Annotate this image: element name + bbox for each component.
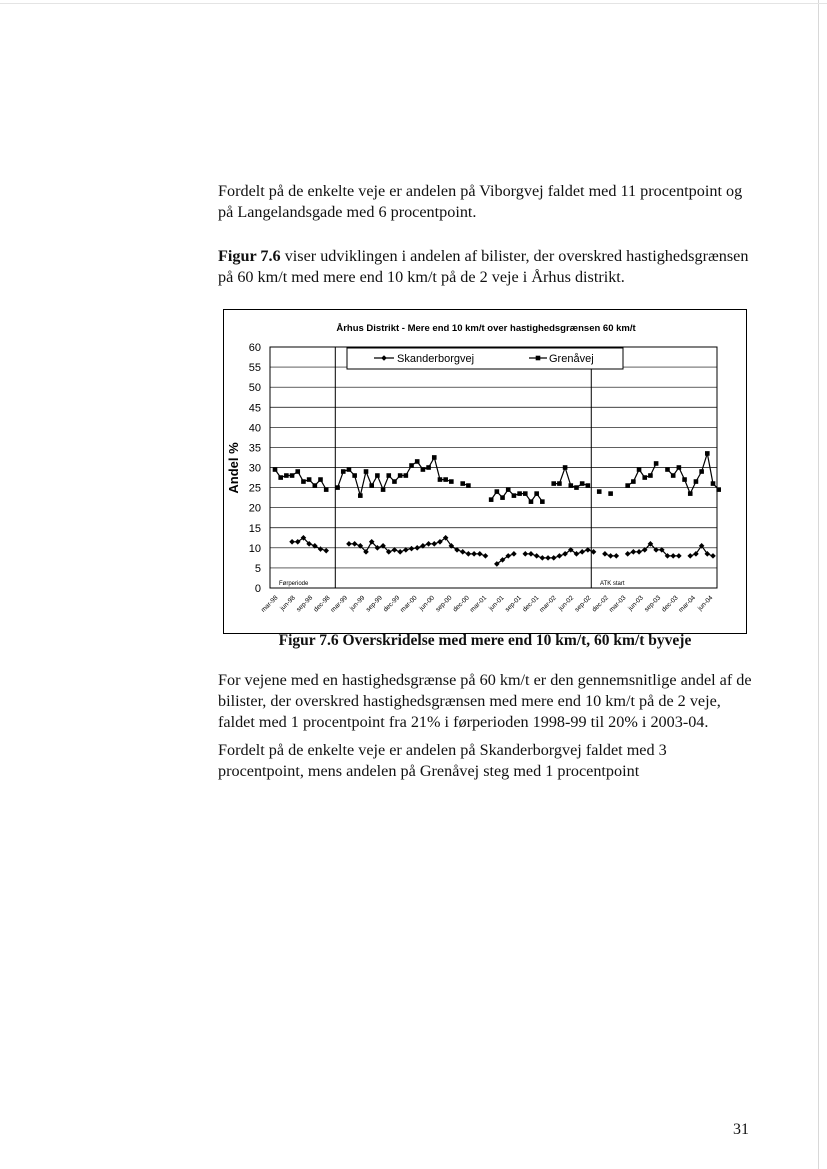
series-line-skanderborgvej bbox=[497, 554, 514, 564]
data-point-skanderborgvej bbox=[687, 553, 693, 559]
data-point-grenaavej bbox=[671, 473, 676, 478]
y-tick-label: 25 bbox=[248, 482, 261, 495]
data-point-grenaavej bbox=[694, 479, 699, 484]
data-point-grenaavej bbox=[352, 473, 357, 478]
data-point-grenaavej bbox=[705, 451, 710, 456]
x-tick-label: dec-01 bbox=[521, 594, 541, 614]
data-point-skanderborgvej bbox=[414, 545, 420, 551]
data-point-grenaavej bbox=[648, 473, 653, 478]
data-point-skanderborgvej bbox=[289, 539, 295, 545]
data-point-grenaavej bbox=[495, 489, 500, 494]
data-point-grenaavej bbox=[631, 479, 636, 484]
data-point-grenaavej bbox=[301, 479, 306, 484]
data-point-skanderborgvej bbox=[551, 555, 557, 561]
data-point-grenaavej bbox=[625, 483, 630, 488]
x-tick-label: jun-01 bbox=[487, 594, 506, 613]
data-point-grenaavej bbox=[443, 477, 448, 482]
x-tick-label: sep-98 bbox=[295, 594, 315, 614]
x-tick-label: dec-99 bbox=[382, 594, 402, 614]
data-point-grenaavej bbox=[324, 487, 329, 492]
data-point-skanderborgvej bbox=[323, 548, 329, 554]
y-axis-title: Andel % bbox=[226, 442, 241, 494]
y-tick-label: 10 bbox=[248, 542, 261, 555]
legend-label-skanderborgvej: Skanderborgvej bbox=[397, 353, 475, 365]
data-point-grenaavej bbox=[358, 493, 363, 498]
data-point-grenaavej bbox=[586, 483, 591, 488]
paragraph-4: Fordelt på de enkelte veje er andelen på Skanderborgvej faldet med 3 procentpoint, mens andelen på Grenåvej steg med 1 procentpoint bbox=[218, 741, 667, 780]
data-point-grenaavej bbox=[432, 455, 437, 460]
data-point-grenaavej bbox=[313, 483, 318, 488]
data-point-grenaavej bbox=[290, 473, 295, 478]
x-tick-label: sep-99 bbox=[364, 594, 384, 614]
data-point-grenaavej bbox=[295, 469, 300, 474]
data-point-skanderborgvej bbox=[409, 546, 415, 552]
data-point-grenaavej bbox=[449, 479, 454, 484]
data-point-skanderborgvej bbox=[522, 551, 528, 557]
data-point-skanderborgvej bbox=[477, 551, 483, 557]
data-point-grenaavej bbox=[386, 473, 391, 478]
data-point-grenaavej bbox=[512, 493, 517, 498]
data-point-grenaavej bbox=[682, 477, 687, 482]
figure-reference: Figur 7.6 bbox=[218, 247, 281, 265]
x-tick-label: sep-02 bbox=[573, 594, 593, 614]
data-point-grenaavej bbox=[654, 461, 659, 466]
page-number: 31 bbox=[733, 1121, 749, 1138]
data-point-grenaavej bbox=[466, 483, 471, 488]
data-point-skanderborgvej bbox=[613, 553, 619, 559]
x-tick-label: jun-04 bbox=[696, 594, 715, 613]
figure-frame bbox=[223, 309, 747, 634]
x-tick-label: sep-00 bbox=[434, 594, 454, 614]
y-tick-label: 55 bbox=[248, 362, 261, 375]
data-point-grenaavej bbox=[563, 465, 568, 470]
data-point-grenaavej bbox=[540, 499, 545, 504]
data-point-skanderborgvej bbox=[431, 541, 437, 547]
x-tick-label: dec-03 bbox=[660, 594, 680, 614]
data-point-grenaavej bbox=[677, 465, 682, 470]
data-point-grenaavej bbox=[404, 473, 409, 478]
data-point-grenaavej bbox=[597, 489, 602, 494]
data-point-grenaavej bbox=[517, 491, 522, 496]
data-point-skanderborgvej bbox=[318, 546, 324, 552]
data-point-grenaavej bbox=[409, 463, 414, 468]
annotation-label: ATK start bbox=[600, 581, 625, 587]
data-point-grenaavej bbox=[574, 485, 579, 490]
data-point-skanderborgvej bbox=[397, 549, 403, 555]
data-point-skanderborgvej bbox=[352, 541, 358, 547]
data-point-grenaavej bbox=[557, 481, 562, 486]
data-point-grenaavej bbox=[529, 499, 534, 504]
data-point-grenaavej bbox=[273, 467, 278, 472]
data-point-skanderborgvej bbox=[471, 551, 477, 557]
data-point-skanderborgvej bbox=[511, 551, 517, 557]
x-tick-label: dec-02 bbox=[591, 594, 611, 614]
x-tick-label: mar-04 bbox=[677, 594, 698, 614]
y-tick-label: 60 bbox=[248, 342, 261, 354]
paragraph-1: Fordelt på de enkelte veje er andelen på Viborgvej faldet med 11 procentpoint og på Langelandsgade med 6 procentpoint. bbox=[218, 182, 743, 221]
x-tick-label: sep-03 bbox=[643, 594, 663, 614]
data-point-grenaavej bbox=[580, 481, 585, 486]
data-point-grenaavej bbox=[398, 473, 403, 478]
data-point-skanderborgvej bbox=[625, 551, 631, 557]
data-point-grenaavej bbox=[341, 469, 346, 474]
data-point-skanderborgvej bbox=[602, 551, 608, 557]
data-point-skanderborgvej bbox=[460, 549, 466, 555]
data-point-grenaavej bbox=[534, 491, 539, 496]
x-tick-label: jun-99 bbox=[348, 594, 367, 613]
x-tick-label: dec-00 bbox=[451, 594, 471, 614]
data-point-grenaavej bbox=[637, 467, 642, 472]
y-tick-label: 40 bbox=[248, 422, 261, 435]
data-point-grenaavej bbox=[381, 487, 386, 492]
y-tick-label: 30 bbox=[248, 462, 261, 475]
y-tick-label: 5 bbox=[254, 562, 261, 575]
data-point-skanderborgvej bbox=[557, 553, 563, 559]
data-point-grenaavej bbox=[335, 485, 340, 490]
data-point-skanderborgvej bbox=[346, 541, 352, 547]
figure-caption: Figur 7.6 Overskridelse med mere end 10 km/t, 60 km/t byveje bbox=[278, 632, 692, 649]
data-point-grenaavej bbox=[347, 467, 352, 472]
data-point-grenaavej bbox=[489, 497, 494, 502]
data-point-grenaavej bbox=[551, 481, 556, 486]
line-chart bbox=[224, 310, 746, 633]
x-tick-label: jun-03 bbox=[627, 594, 645, 613]
y-tick-label: 45 bbox=[248, 402, 261, 415]
data-point-grenaavej bbox=[307, 477, 312, 482]
x-tick-label: mar-99 bbox=[329, 594, 350, 614]
data-point-skanderborgvej bbox=[631, 549, 637, 555]
data-point-grenaavej bbox=[642, 475, 647, 480]
y-tick-label: 50 bbox=[248, 382, 261, 395]
data-point-grenaavej bbox=[421, 467, 426, 472]
x-tick-label: mar-98 bbox=[259, 594, 280, 614]
data-point-grenaavej bbox=[392, 479, 397, 484]
legend-label-grenaavej: Grenåvej bbox=[549, 353, 594, 365]
x-tick-label: mar-01 bbox=[468, 594, 489, 614]
x-tick-label: jun-00 bbox=[418, 594, 437, 613]
paragraph-2 bbox=[218, 246, 754, 288]
data-point-grenaavej bbox=[699, 469, 704, 474]
data-point-grenaavej bbox=[278, 475, 283, 480]
x-tick-label: mar-02 bbox=[538, 594, 558, 614]
x-tick-label: jun-98 bbox=[279, 594, 297, 613]
data-point-grenaavej bbox=[375, 473, 380, 478]
paragraph-3: For vejene med en hastighedsgrænse på 60 km/t er den gennemsnitlige andel af de bilister, der overskred hastighedsgrænsen med mere end 10 km/t på de 2 veje, faldet med 1 procentpoint fra 21% i førperioden 1998-99 til 20% i 2003-04. bbox=[218, 671, 752, 731]
data-point-skanderborgvej bbox=[608, 553, 614, 559]
data-point-grenaavej bbox=[506, 487, 511, 492]
data-point-grenaavej bbox=[608, 491, 613, 496]
y-tick-label: 20 bbox=[248, 502, 261, 515]
annotation-label: Førperiode bbox=[279, 581, 309, 587]
data-point-grenaavej bbox=[318, 477, 323, 482]
data-point-grenaavej bbox=[523, 491, 528, 496]
data-point-skanderborgvej bbox=[528, 551, 534, 557]
y-tick-label: 0 bbox=[254, 583, 261, 595]
data-point-grenaavej bbox=[415, 459, 420, 464]
x-tick-label: jun-02 bbox=[557, 594, 576, 613]
data-point-grenaavej bbox=[369, 483, 374, 488]
x-tick-label: sep-01 bbox=[504, 594, 524, 614]
data-point-skanderborgvej bbox=[545, 555, 551, 561]
x-tick-label: mar-03 bbox=[607, 594, 628, 614]
data-point-grenaavej bbox=[688, 491, 693, 496]
data-point-grenaavej bbox=[568, 483, 573, 488]
top-edge-line bbox=[0, 3, 827, 4]
data-point-skanderborgvej bbox=[540, 555, 546, 561]
series-line-skanderborgvej bbox=[628, 544, 679, 556]
data-point-skanderborgvej bbox=[426, 541, 432, 547]
data-point-skanderborgvej bbox=[579, 549, 585, 555]
data-point-grenaavej bbox=[438, 477, 443, 482]
y-tick-label: 35 bbox=[248, 442, 261, 455]
data-point-skanderborgvej bbox=[466, 551, 472, 557]
legend-marker-grenaavej bbox=[536, 356, 541, 361]
data-point-skanderborgvej bbox=[483, 553, 489, 559]
data-point-skanderborgvej bbox=[670, 553, 676, 559]
data-point-grenaavej bbox=[716, 487, 721, 492]
data-point-grenaavej bbox=[364, 469, 369, 474]
y-tick-label: 15 bbox=[248, 522, 261, 535]
data-point-grenaavej bbox=[284, 473, 289, 478]
data-point-skanderborgvej bbox=[710, 553, 716, 559]
data-point-grenaavej bbox=[665, 467, 670, 472]
data-point-grenaavej bbox=[426, 465, 431, 470]
data-point-skanderborgvej bbox=[534, 553, 540, 559]
data-point-skanderborgvej bbox=[676, 553, 682, 559]
x-tick-label: dec-98 bbox=[312, 594, 332, 614]
paragraph-2-text: viser udviklingen i andelen af bilister, der overskred hastighedsgrænsen på 60 km/t med mere end 10 km/t på de 2 veje i Århus distrikt. bbox=[218, 247, 749, 286]
data-point-grenaavej bbox=[500, 495, 505, 500]
data-point-grenaavej bbox=[711, 481, 716, 486]
x-tick-label: mar-00 bbox=[399, 594, 419, 614]
data-point-skanderborgvej bbox=[636, 549, 642, 555]
data-point-grenaavej bbox=[460, 481, 465, 486]
chart-title: Århus Distrikt - Mere end 10 km/t over hastighedsgrænsen 60 km/t bbox=[336, 323, 636, 334]
right-edge-line bbox=[818, 0, 819, 1169]
